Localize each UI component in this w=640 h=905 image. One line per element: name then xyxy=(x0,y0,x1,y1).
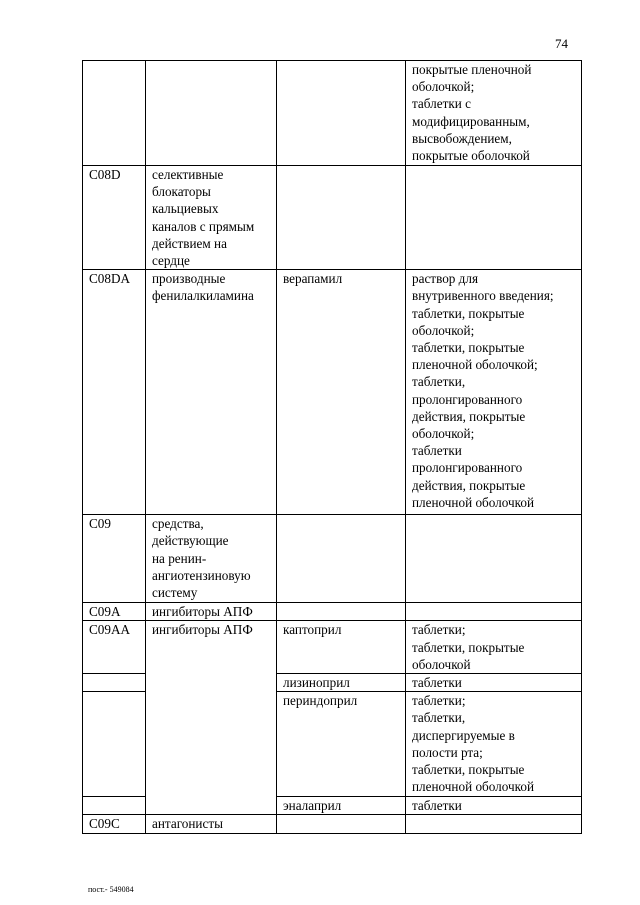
text-line: фенилалкиламина xyxy=(152,288,254,304)
footer-document-id: пост.- 549084 xyxy=(88,885,134,894)
text-line: пролонгированного xyxy=(412,391,523,407)
group-name-cell xyxy=(146,61,277,166)
group-name-cell xyxy=(146,815,277,833)
atc-code-cell xyxy=(83,674,146,692)
text-line: ингибиторы АПФ xyxy=(152,622,253,638)
text-line: средства, xyxy=(152,516,204,532)
text-line: кальциевых xyxy=(152,201,219,217)
text-line: таблетки с xyxy=(412,96,471,112)
drug-name-cell xyxy=(277,692,406,797)
atc-code-cell xyxy=(83,61,146,166)
text-line: селективные xyxy=(152,167,224,182)
drug-name-cell xyxy=(277,603,406,621)
text-line: каптоприл xyxy=(283,622,342,638)
text-line: пленочной оболочкой; xyxy=(412,357,538,373)
table-row xyxy=(83,603,582,621)
page-number: 74 xyxy=(555,36,568,51)
drug-classification-table xyxy=(82,60,582,834)
text-line: на ренин- xyxy=(152,550,207,566)
text-line: таблетки; xyxy=(412,693,466,709)
dosage-form-cell xyxy=(406,621,582,674)
atc-code-cell: C09A xyxy=(83,603,146,621)
dosage-form-cell xyxy=(406,270,582,515)
group-name-cell xyxy=(146,270,277,515)
text-line: таблетки, xyxy=(412,710,466,726)
group-name-cell xyxy=(146,515,277,603)
atc-code-cell: C09AA xyxy=(83,621,146,674)
text-line: раствор для xyxy=(412,271,479,287)
text-line: диспергируемые в xyxy=(412,727,515,743)
text-line: эналаприл xyxy=(283,798,342,814)
text-line: оболочкой xyxy=(412,656,471,672)
text-line: периндоприл xyxy=(283,693,358,709)
atc-code-cell: C09C xyxy=(83,815,146,833)
text-line: пролонгированного xyxy=(412,460,523,476)
atc-code-cell xyxy=(83,797,146,815)
text-line: ингибиторы АПФ xyxy=(152,604,253,620)
drug-name-cell xyxy=(277,166,406,270)
drug-name-cell xyxy=(277,515,406,603)
atc-code-cell: C08D xyxy=(83,166,146,270)
text-line: действующие xyxy=(152,533,229,549)
text-line: таблетки, xyxy=(412,374,466,390)
text-line: таблетки, покрытые xyxy=(412,762,525,778)
text-line: лизиноприл xyxy=(283,675,350,691)
text-line: таблетки, покрытые xyxy=(412,340,525,356)
dosage-form-cell xyxy=(406,674,582,692)
text-line: таблетки, покрытые xyxy=(412,305,525,321)
text-line: каналов с прямым xyxy=(152,218,255,234)
drug-name-cell xyxy=(277,674,406,692)
table-row xyxy=(83,61,582,166)
drug-name-cell xyxy=(277,797,406,815)
text-line: оболочкой; xyxy=(412,426,475,442)
group-name-cell xyxy=(146,621,277,815)
text-line: действия, покрытые xyxy=(412,477,526,493)
text-line: пленочной оболочкой xyxy=(412,494,535,510)
table-row xyxy=(83,515,582,603)
group-name-cell xyxy=(146,166,277,270)
dosage-form-cell xyxy=(406,166,582,270)
text-line: таблетки xyxy=(412,798,462,814)
drug-name-cell xyxy=(277,621,406,674)
dosage-form-cell xyxy=(406,603,582,621)
text-line: оболочкой; xyxy=(412,79,475,95)
dosage-form-cell xyxy=(406,797,582,815)
text-line: пленочной оболочкой xyxy=(412,779,535,795)
text-line: действия, покрытые xyxy=(412,408,526,424)
table-row xyxy=(83,166,582,270)
text-line: производные xyxy=(152,271,226,287)
text-line: модифицированным, xyxy=(412,113,530,129)
table-row xyxy=(83,815,582,833)
atc-code-cell: C08DA xyxy=(83,270,146,515)
text-line: внутривенного введения; xyxy=(412,288,554,304)
dosage-form-cell xyxy=(406,815,582,833)
text-line: систему xyxy=(152,585,198,601)
atc-code-cell: C09 xyxy=(83,515,146,603)
text-line: таблетки; xyxy=(412,622,466,638)
text-line: ангиотензиновую xyxy=(152,567,251,583)
text-line: таблетки xyxy=(412,443,462,459)
text-line: блокаторы xyxy=(152,184,211,200)
atc-code-cell xyxy=(83,692,146,797)
dosage-form-cell xyxy=(406,61,582,166)
dosage-form-cell xyxy=(406,692,582,797)
drug-name-cell xyxy=(277,815,406,833)
text-line: действием на xyxy=(152,235,227,251)
drug-name-cell xyxy=(277,61,406,166)
text-line: покрытые пленочной xyxy=(412,62,532,77)
drug-name-cell xyxy=(277,270,406,515)
text-line: антагонисты xyxy=(152,816,223,832)
text-line: высвобождением, xyxy=(412,130,512,146)
table-row xyxy=(83,621,582,674)
text-line: таблетки, покрытые xyxy=(412,639,525,655)
text-line: сердце xyxy=(152,253,190,269)
dosage-form-cell xyxy=(406,515,582,603)
table-row xyxy=(83,270,582,515)
text-line: покрытые оболочкой xyxy=(412,148,530,164)
text-line: верапамил xyxy=(283,271,343,287)
text-line: оболочкой; xyxy=(412,322,475,338)
text-line: таблетки xyxy=(412,675,462,691)
group-name-cell xyxy=(146,603,277,621)
text-line: полости рта; xyxy=(412,744,483,760)
